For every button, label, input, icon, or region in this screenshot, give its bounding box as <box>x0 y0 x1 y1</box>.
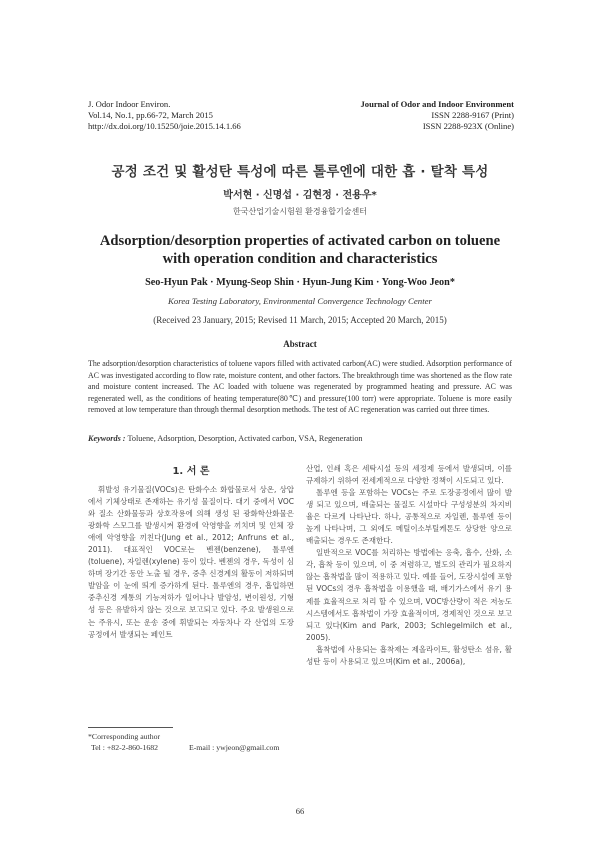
korean-title: 공정 조건 및 활성탄 특성에 따른 톨루엔에 대한 흡 · 탈착 특성 <box>111 164 489 180</box>
telephone: Tel : +82-2-860-1682 <box>91 743 159 752</box>
keywords-list: Toluene, Adsorption, Desorption, Activated carbon, VSA, Regeneration <box>127 434 363 443</box>
email[interactable]: E-mail : ywjeon@gmail.com <box>188 743 280 752</box>
keywords-label: Keywords : <box>88 434 126 443</box>
footnote-divider <box>88 727 173 728</box>
abstract-text: The adsorption/desorption characteristics of toluene vapors filled with activated carbon(AC) were studied. Adsorption performance of AC was investigated according to flow rate, moisture content, and other factors. The breakthrough time was shortened as the flow rate and moisture content increased. The AC loaded with toluene was regenerated by programmed heating and pressure. AC was regenerated well, as the conditions of heating temperature(80℃) and pressure(100 torr) were appropriate. Toluene is more easily removed at low temperature than through thermal desorption methods. The test of AC regeneration was carried out three times. <box>88 359 512 415</box>
english-title <box>60 232 540 268</box>
received-dates: (Received 23 January, 2015; Revised 11 March, 2015; Accepted 20 March, 2015) <box>153 315 447 325</box>
keywords <box>88 434 512 443</box>
paragraph: 휘발성 유기물질(VOCs)은 탄화수소 화합물로서 상온, 상압에서 기체상태로 존재하는 유기성 물질이다. 대기 중에서 VOC 와 질소 산화물등과 상호작용에 의해 생성 된 광화학산화물은 광화학 스모그를 발생시켜 환경에 악영향을 끼치며 및 인체 장애에 악영향을 끼친다(Jung et al., 2012; Anfruns et al., 2011). 대표적인 VOC로는 벤젠(benzene), 톨루엔(toluene), 자일렌(xylene) 등이 있다. 벤젠의 경우, 독성이 심하며 장기간 동안 노출 될 경우, 중추 신경계의 활동이 저하되며 발암을 이 눈에 띄게 증가하게 된다. 톨루엔의 경우, 흡입하면 중추신경 계통의 기능저하가 일어나나 발암성, 변이원성, 기형성 등은 유발하지 않는 것으로 보고되고 있다. 주요 발생원으로는 주유시, 또는 운송 중에 휘발되는 자동차나 각 산업의 도장 공정에서 발생되는 페인트 <box>88 485 294 639</box>
english-institution: Korea Testing Laboratory, Environmental Convergence Technology Center <box>168 296 432 306</box>
body-column-right <box>306 463 512 668</box>
issn-print: ISSN 2288-9167 (Print) <box>431 110 514 120</box>
corresponding-author-note: *Corresponding author <box>88 732 161 741</box>
journal-abbrev: J. Odor Indoor Environ. <box>88 99 171 109</box>
contact-line <box>88 742 298 753</box>
paragraph: 흡착법에 사용되는 흡착제는 제올라이트, 활성탄소 섬유, 활성탄 등이 사용되고 있으며(Kim et al., 2006a), <box>306 644 512 666</box>
journal-full-name: Journal of Odor and Indoor Environment <box>360 99 514 109</box>
paragraph: 산업, 인쇄 혹은 세탁시설 등의 세정제 등에서 발생되며, 이를 규제하기 위하여 전세계적으로 다양한 정책이 시도되고 있다. <box>306 464 512 486</box>
english-title-line1: Adsorption/desorption properties of activated carbon on toluene <box>99 233 501 249</box>
issn-online: ISSN 2288-923X (Online) <box>422 121 514 131</box>
english-authors: Seo-Hyun Pak · Myung-Seop Shin · Hyun-Jung Kim · Yong-Woo Jeon* <box>145 277 455 288</box>
abstract-heading: Abstract <box>283 339 317 349</box>
volume-info: Vol.14, No.1, pp.66-72, March 2015 <box>88 110 213 120</box>
footnote <box>88 731 298 753</box>
english-title-line2: with operation condition and characteristics <box>162 251 438 267</box>
body-column-left <box>88 484 294 641</box>
doi-link[interactable]: http://dx.doi.org/10.15250/joie.2015.14.1.66 <box>88 121 241 131</box>
paragraph: 일반적으로 VOC를 처리하는 방법에는 응축, 흡수, 산화, 소각, 흡착 등이 있으며, 이 중 저렴하고, 별도의 관리가 필요하지 않는 흡착법을 많이 적용하고 있다. 예를 들어, 도장시설에 포함된 VOCs의 경우 흡착법을 이용했을 때, 배기가스에서 유기 용제를 효율적으로 처리 할 수 있으며, VOC방산량이 적은 저농도 시스템에서도 흡착법이 가장 효율적이며, 경제적인 것으로 보고되고 있다(Kim and Park, 2003; Schlegelmilch et al., 2005). <box>306 548 512 642</box>
section-1-title: 1. 서 론 <box>172 466 210 477</box>
page-number: 66 <box>295 806 305 816</box>
paragraph: 톨루엔 등을 포함하는 VOCs는 주로 도장공정에서 많이 발생 되고 있으며, 배출되는 물질도 시설마다 구성성분의 차지비율은 다르게 나타난다. 하나, 공통적으로 자일렌, 톨루엔 등이 높게 나타나며, 그 외에도 메틸이소부틸케톤도 상당한 양으로 배출되는 경우도 존재한다. <box>306 488 512 546</box>
korean-authors: 박서현 · 신명섭 · 김현정 · 전용우* <box>223 190 377 201</box>
journal-header-right <box>254 99 514 132</box>
korean-institution: 한국산업기술시험원 환경융합기술센터 <box>233 207 367 216</box>
